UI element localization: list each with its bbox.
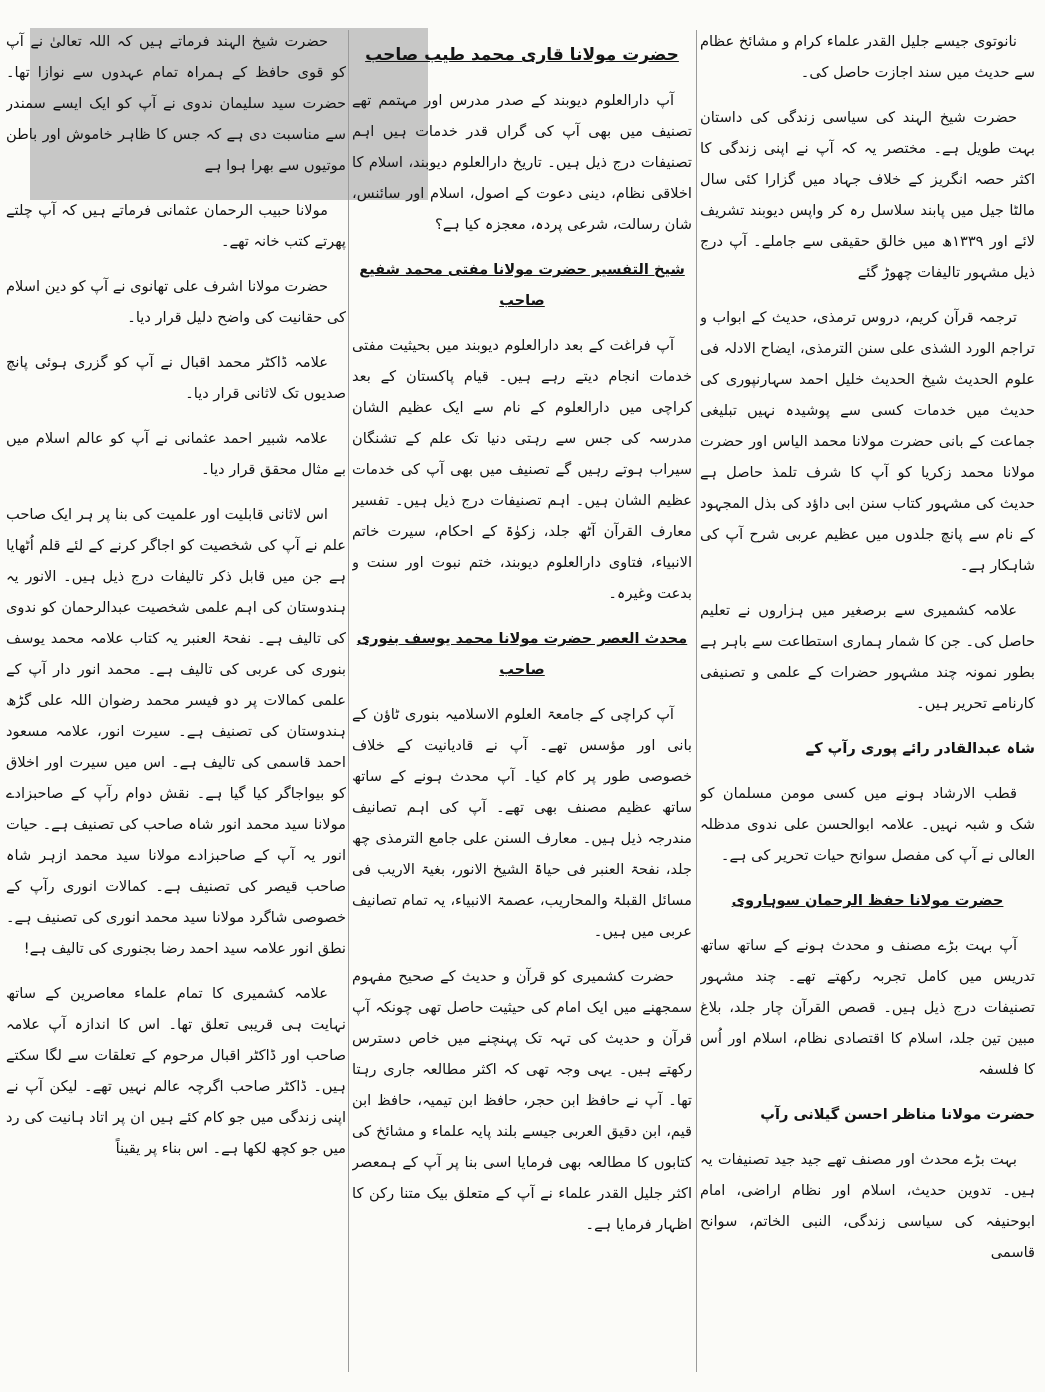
section-heading: حضرت مولانا حفظ الرحمان سوہاروی [731, 892, 1004, 909]
body-paragraph: نانوتوی جیسے جلیل القدر علماء کرام و مشائخ عظام سے حدیث میں سند اجازت حاصل کی۔ [700, 33, 1035, 81]
body-paragraph: آپ فراغت کے بعد دارالعلوم دیوبند میں بحیثیت مفتی خدمات انجام دیتے رہے ہیں۔ قیام پاکستان کے بعد کراچی میں دارالعلوم کے نام سے ایک عظیم الشان مدرسہ کی جس سے رہتی دنیا تک علم کے تشنگان سیراب ہوتے رہیں گے تصنیف میں بھی آپ کی خدمات عظیم الشان ہیں۔ اہم تصنیفات درج ذیل ہیں۔ تفسیر معارف القرآن آٹھ جلد، زکوٰۃ کے احکام، سیرت خاتم الانبیاء، فتاوی دارالعلوم دیوبند، ختم نبوت اور سنت و بدعت وغیرہ۔ [352, 337, 692, 602]
body-paragraph: حضرت کشمیری کو قرآن و حدیث کے صحیح مفہوم سمجھنے میں ایک امام کی حیثیت حاصل تھی چونکہ آپ قرآن و حدیث کی تہہ تک پہنچنے میں خاص دسترس رکھتے ہیں۔ یہی وجہ تھی کہ اکثر مطالعہ جاری رہتا تھا۔ آپ نے حافظ ابن حجر، حافظ ابن تیمیہ، حافظ ابن قیم، ابن دقیق العربی جیسے بلند پایہ علماء و مشائخ کی کتابوں کا مطالعہ بھی فرمایا اسی بنا پر آپ کے ہمعصر اکثر جلیل القدر علماء نے آپ کے متعلق بیک متنا رکن کا اظہار فرمایا ہے۔ [352, 968, 692, 1233]
body-paragraph: علامہ کشمیری سے برصغیر میں ہزاروں نے تعلیم حاصل کی۔ جن کا شمار ہماری استطاعت سے باہر ہے بطور نمونہ چند مشہور حضرات کے علمی و تصنیفی کارنامے تحریر ہیں۔ [700, 602, 1035, 712]
body-paragraph: اس لاثانی قابلیت اور علمیت کی بنا پر ہر ایک صاحب علم نے آپ کی شخصیت کو اجاگر کرنے کے لئے قلم اُٹھایا ہے جن میں قابل ذکر تالیفات درج ذیل ہیں۔ الانور یہ ہندوستان کی اہم علمی شخصیت عبدالرحمان کو ندوی کی تالیف ہے۔ نفحۃ العنبر یہ کتاب علامہ محمد یوسف بنوری کی عربی کی تالیف ہے۔ محمد انور دار آپ کے علمی کمالات پر دو فیسر محمد رضوان اللہ علی گڑھ ہندوستان کی تصنیف ہے۔ سیرت انور، علامہ مسعود احمد قاسمی کی تالیف ہے۔ اس میں سیرت اور اخلاق کو بیواجاگر کیا گیا ہے۔ نقش دوام رآپ کے صاحبزادے مولانا سید محمد انور شاہ صاحب کی تصنیف ہے۔ حیات انور یہ آپ کے صاحبزادے مولانا سید محمد ازہر شاہ صاحب قیصر کی تصنیف ہے۔ کمالات انوری رآپ کے خصوصی شاگرد مولانا سید محمد انوری کی تصنیف ہے۔ نطق انور علامہ سید احمد رضا بجنوری کی تالیف ہے! [6, 506, 346, 957]
body-paragraph: علامہ شبیر احمد عثمانی نے آپ کو عالم اسلام میں بے مثال محقق قرار دیا۔ [6, 430, 346, 478]
body-paragraph: علامہ کشمیری کا تمام علماء معاصرین کے ساتھ نہایت ہی قریبی تعلق تھا۔ اس کا اندازہ آپ علامہ صاحب اور ڈاکٹر اقبال مرحوم کے تعلقات سے لگا سکتے ہیں۔ ڈاکٹر صاحب اگرچہ عالم نہیں تھے۔ لیکن آپ نے اپنی زندگی میں جو کام کئے ہیں ان پر اتاد ہانیت کی رد میں جو کچھ لکھا ہے۔ اس بناء پر یقیناً [6, 985, 346, 1157]
section-heading: محدث العصر حضرت مولانا محمد یوسف بنوری صاحب [356, 630, 688, 678]
body-paragraph: حضرت شیخ الہند کی سیاسی زندگی کی داستان بہت طویل ہے۔ مختصر یہ کہ آپ نے اپنی زندگی کا اکثر حصہ انگریز کے خلاف جہاد میں گزارا کئی سال مالٹا جیل میں پابند سلاسل رہ کر واپس دیوبند تشریف لائے اور ۱۳۳۹ھ میں خالق حقیقی سے جاملے۔ آپ درج ذیل مشہور تالیفات چھوڑ گئے [700, 109, 1035, 281]
highlight-name: حضرت مولانا مناظر احسن گیلانی رآپ [760, 1106, 1035, 1123]
section-heading: حضرت مولانا قاری محمد طیب صاحب [365, 45, 679, 65]
body-paragraph: ترجمہ قرآن کریم، دروس ترمذی، حدیث کے ابواب و تراجم الورد الشذی علی سنن الترمذی، ایضاح الادلہ فی علوم الحدیث شیخ الحدیث خلیل احمد سہارنپوری کی حدیث میں خدمات کسی سے پوشیدہ نہیں تبلیغی جماعت کے بانی حضرت مولانا محمد الیاس اور حضرت مولانا محمد زکریا کو آپ کا شرف تلمذ حاصل ہے حدیث کی مشہور کتاب سنن ابی داؤد کی بذل المجہود کے نام سے پانچ جلدوں میں عظیم عربی شرح آپ کی شاہکار ہے۔ [700, 309, 1035, 574]
body-paragraph: حضرت شیخ الہند فرماتے ہیں کہ اللہ تعالیٰ نے آپ کو قوی حافظ کے ہمراہ تمام عہدوں سے نوازا تھا۔ حضرت سید سلیمان ندوی نے آپ کو ایک ایسے سمندر سے مناسبت دی ہے کہ جس کا ظاہر خاموش اور باطن موتیوں سے بھرا ہوا ہے [6, 33, 346, 174]
column-rule [348, 30, 349, 1372]
body-paragraph: بہت بڑے محدث اور مصنف تھے جید جید تصنیفات یہ ہیں۔ تدوین حدیث، اسلام اور نظام اراضی، امام ابوحنیفہ کی سیاسی زندگی، النبی الخاتم، سوانح قاسمی [700, 1151, 1035, 1261]
body-paragraph: علامہ ڈاکٹر محمد اقبال نے آپ کو گزری ہوئی پانچ صدیوں تک لاثانی قرار دیا۔ [6, 354, 346, 402]
column-middle [352, 26, 692, 1374]
body-paragraph: قطب الارشاد ہونے میں کسی مومن مسلمان کو شک و شبہ نہیں۔ علامہ ابوالحسن علی ندوی مدظلہ العالی نے آپ کی مفصل سوانح حیات تحریر کی ہے۔ [700, 785, 1035, 864]
body-paragraph: مولانا حبیب الرحمان عثمانی فرماتے ہیں کہ آپ چلتے پھرتے کتب خانہ تھے۔ [6, 202, 346, 250]
body-paragraph: آپ کراچی کے جامعۃ العلوم الاسلامیہ بنوری ٹاؤن کے بانی اور مؤسس تھے۔ آپ نے قادیانیت کے خلاف خصوصی طور پر کام کیا۔ آپ محدث ہونے کے ساتھ ساتھ عظیم مصنف بھی تھے۔ آپ کی اہم تصانیف مندرجہ ذیل ہیں۔ معارف السنن علی جامع الترمذی چھ جلد، نفحۃ العنبر فی حیاۃ الشیخ الانور، بغیۃ الاریب فی مسائل القبلۃ والمحاریب، عصمۃ الانبیاء، یہ تمام تصانیف عربی میں ہیں۔ [352, 706, 692, 940]
body-paragraph: آپ بہت بڑے مصنف و محدث ہونے کے ساتھ ساتھ تدریس میں کامل تجربہ رکھتے تھے۔ چند مشہور تصنیفات درج ذیل ہیں۔ قصص القرآن چار جلد، بلاغ مبین تین جلد، اسلام کا اقتصادی نظام، اسلام اور اُس کا فلسفہ [700, 937, 1035, 1078]
body-paragraph: آپ دارالعلوم دیوبند کے صدر مدرس اور مہتمم تھے تصنیف میں بھی آپ کی گراں قدر خدمات ہیں اہم تصنیفات درج ذیل ہیں۔ تاریخ دارالعلوم دیوبند، اسلام کا اخلاقی نظام، دینی دعوت کے اصول، اسلام اور سائنس، شان رسالت، شرعی پردہ، معجزہ کیا ہے؟ [352, 92, 692, 233]
section-heading: شیخ التفسیر حضرت مولانا مفتی محمد شفیع صاحب [359, 261, 685, 309]
column-left [6, 26, 346, 1374]
body-paragraph: حضرت مولانا اشرف علی تھانوی نے آپ کو دین اسلام کی حقانیت کی واضح دلیل قرار دیا۔ [6, 278, 346, 326]
highlight-name: شاہ عبدالقادر رائے پوری رآپ کے [805, 740, 1035, 757]
column-rule [696, 30, 697, 1372]
column-right [700, 26, 1035, 1374]
